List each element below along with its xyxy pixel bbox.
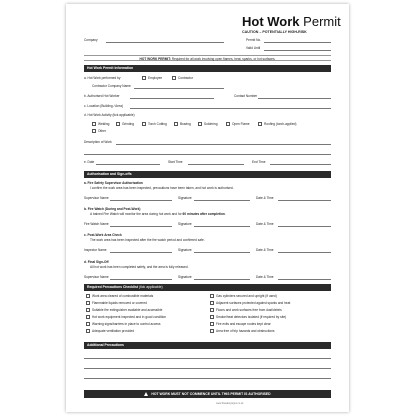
company-label: Company: [84, 38, 98, 42]
section-precautions: Required Precautions Checklist (tick applicable): [84, 284, 331, 291]
precaution-label: Fire exits and escape routes kept clear: [216, 322, 271, 326]
description-label: Description of Work: [84, 140, 112, 144]
precaution-label: Area free of trip hazards and obstructions: [216, 329, 275, 333]
footer-warning: HOT WORK MUST NOT COMMENCE UNTIL THIS PERMIT IS AUTHORISED: [84, 390, 331, 398]
final-supervisor-field[interactable]: [110, 279, 172, 280]
contractor-checkbox[interactable]: [172, 76, 176, 80]
activity-label: d. Hot Work Activity (tick applicable): [84, 113, 135, 117]
inspector-datetime-field[interactable]: [278, 252, 331, 253]
open-flame-label: Open Flame: [232, 122, 250, 126]
additional-line-2[interactable]: [84, 368, 331, 369]
final-supervisor-label: Supervisor Name: [84, 275, 109, 279]
torch-cutting-label: Torch Cutting: [148, 122, 167, 126]
end-time-field[interactable]: [270, 164, 331, 165]
auth-b-text: A trained Fire Watch will monitor the area during hot work and for 60 minutes after completion.: [90, 212, 226, 216]
brazing-label: Brazing: [180, 122, 191, 126]
final-datetime-label: Date & Time: [256, 275, 274, 279]
additional-line-1[interactable]: [84, 358, 331, 359]
warning-icon: [144, 392, 148, 396]
precaution-checkbox[interactable]: [86, 294, 90, 298]
inspector-datetime-label: Date & Time: [256, 248, 274, 252]
start-time-label: Start Time: [168, 160, 183, 164]
location-field[interactable]: [130, 108, 331, 109]
employee-label: Employee: [148, 76, 163, 80]
end-time-label: End Time: [252, 160, 266, 164]
fire-watch-datetime-label: Date & Time: [256, 222, 274, 226]
supervisor-datetime-field[interactable]: [278, 200, 331, 201]
supervisor-label: Supervisor Name: [84, 196, 109, 200]
precaution-checkbox[interactable]: [210, 308, 214, 312]
brazing-checkbox[interactable]: [174, 122, 178, 126]
auth-a-text: I confirm the work area has been inspected, precautions have been taken, and hot work is authorised.: [90, 186, 234, 190]
precaution-checkbox[interactable]: [210, 322, 214, 326]
precaution-checkbox[interactable]: [210, 329, 214, 333]
precaution-label: Floors and work surfaces free from dust/debris: [216, 308, 282, 312]
authorised-worker-label: b. Authorised Hot Worker: [84, 94, 120, 98]
other-checkbox[interactable]: [92, 129, 96, 133]
precaution-checkbox[interactable]: [86, 308, 90, 312]
precaution-label: Work area cleared of combustible materials: [92, 294, 154, 298]
roofing-checkbox[interactable]: [258, 122, 262, 126]
performed-by-label: a. Hot Work performed by: [84, 76, 121, 80]
inspector-signature-field[interactable]: [194, 252, 250, 253]
authorised-worker-field[interactable]: [130, 98, 214, 99]
description-field-1[interactable]: [116, 144, 331, 145]
auth-b-title: b. Fire Watch (During and Post-Work): [84, 207, 141, 211]
fire-watch-label: Fire Watch Name: [84, 222, 109, 226]
inspector-label: Inspector Name: [84, 248, 107, 252]
page-subtitle: CAUTION – POTENTIALLY HIGH-RISK: [242, 30, 307, 34]
permit-sheet: [66, 4, 349, 412]
date-label: e. Date: [84, 160, 95, 164]
start-time-field[interactable]: [188, 164, 244, 165]
roofing-label: Roofing (torch-applied): [264, 122, 297, 126]
valid-until-field[interactable]: [264, 50, 331, 51]
location-label: c. Location (Building / Area): [84, 104, 123, 108]
auth-d-title: d. Final Sign-Off: [84, 260, 109, 264]
precaution-checkbox[interactable]: [86, 315, 90, 319]
supervisor-field[interactable]: [110, 200, 172, 201]
precaution-label: Adequate ventilation provided: [92, 329, 134, 333]
contractor-company-field[interactable]: [134, 88, 224, 89]
precaution-label: Flammable liquids removed or covered: [92, 301, 147, 305]
fire-watch-datetime-field[interactable]: [278, 226, 331, 227]
precaution-checkbox[interactable]: [86, 301, 90, 305]
precaution-checkbox[interactable]: [210, 301, 214, 305]
auth-a-title: a. Fire Safety Supervisor Authorisation: [84, 181, 143, 185]
page-title: Hot Work Permit: [242, 14, 341, 29]
additional-line-3[interactable]: [84, 378, 331, 379]
precaution-checkbox[interactable]: [210, 294, 214, 298]
description-field-2[interactable]: [84, 154, 331, 155]
date-field[interactable]: [96, 164, 160, 165]
precaution-label: Smoke/heat detectors isolated (if required by site): [216, 315, 287, 319]
permit-no-field[interactable]: [264, 42, 331, 43]
soldering-label: Soldering: [204, 122, 218, 126]
auth-c-text: The work area has been inspected after the fire watch period and confirmed safe.: [90, 238, 205, 242]
grinding-label: Grinding: [122, 122, 135, 126]
contact-label: Contact Number: [234, 94, 258, 98]
section-authorisation: Authorisation and Sign-offs: [84, 171, 331, 178]
fire-watch-signature-label: Signature: [178, 222, 192, 226]
precaution-checkbox[interactable]: [86, 329, 90, 333]
soldering-checkbox[interactable]: [198, 122, 202, 126]
precaution-label: Adjacent surfaces protected against sparks and heat: [216, 301, 291, 305]
contractor-label: Contractor: [178, 76, 193, 80]
welding-label: Welding: [98, 122, 110, 126]
final-datetime-field[interactable]: [278, 279, 331, 280]
precaution-label: Gas cylinders secured and upright (if used): [216, 294, 277, 298]
section-hot-work-info: Hot Work Permit Information: [84, 65, 331, 72]
company-field[interactable]: [106, 42, 224, 43]
auth-c-title: c. Post-Work Area Check: [84, 233, 122, 237]
intro-band: HOT WORK PERMIT: Required for all work involving open flames, heat, sparks, or hot surfaces.: [84, 55, 331, 61]
open-flame-checkbox[interactable]: [226, 122, 230, 126]
precaution-checkbox[interactable]: [210, 315, 214, 319]
fire-watch-signature-field[interactable]: [194, 226, 250, 227]
employee-checkbox[interactable]: [142, 76, 146, 80]
valid-until-label: Valid Until: [246, 46, 261, 50]
torch-cutting-checkbox[interactable]: [142, 122, 146, 126]
grinding-checkbox[interactable]: [116, 122, 120, 126]
auth-d-text: All hot work has been completed safely, and the area is fully released.: [90, 265, 189, 269]
supervisor-datetime-label: Date & Time: [256, 196, 274, 200]
section-additional-precautions: Additional Precautions: [84, 342, 331, 349]
welding-checkbox[interactable]: [92, 122, 96, 126]
precaution-label: Suitable fire extinguisher available and accessible: [92, 308, 163, 312]
supervisor-signature-label: Signature: [178, 196, 192, 200]
final-signature-field[interactable]: [194, 279, 250, 280]
precaution-label: Hot work equipment inspected and in good condition: [92, 315, 167, 319]
inspector-field[interactable]: [110, 252, 172, 253]
precaution-label: Warning signs/barriers in place to control access: [92, 322, 161, 326]
inspector-signature-label: Signature: [178, 248, 192, 252]
contact-field[interactable]: [258, 98, 331, 99]
footer-small-print: www.firesafetysigns.co.uk: [216, 402, 244, 405]
supervisor-signature-field[interactable]: [194, 200, 250, 201]
fire-watch-field[interactable]: [110, 226, 172, 227]
permit-no-label: Permit No.: [246, 38, 262, 42]
contractor-company-label: Contractor Company Name: [92, 84, 131, 88]
precaution-checkbox[interactable]: [86, 322, 90, 326]
other-label: Other: [98, 129, 106, 133]
final-signature-label: Signature: [178, 275, 192, 279]
